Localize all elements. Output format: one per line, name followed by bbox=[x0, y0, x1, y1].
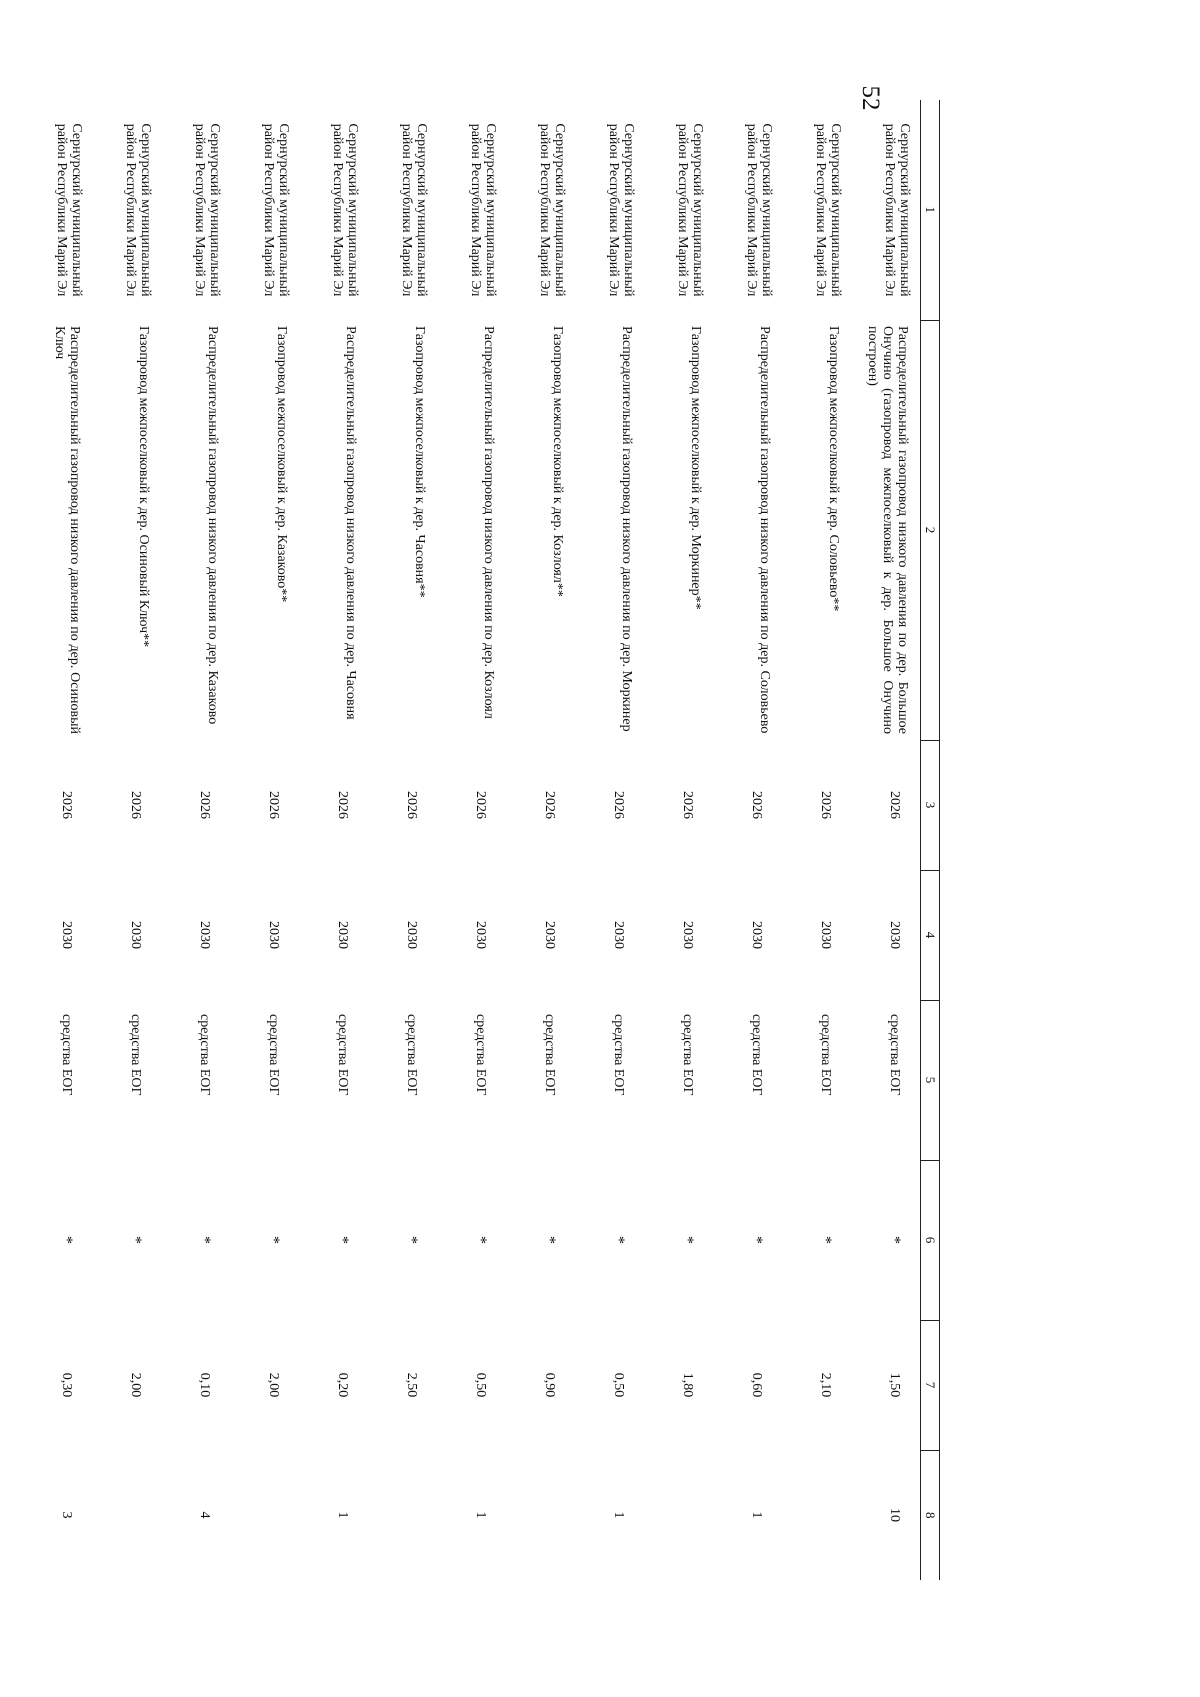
length-cell: 1,50 bbox=[887, 1372, 902, 1398]
object-name-cell: Газопровод межпоселковый к дер. Казаково** bbox=[274, 326, 289, 603]
funding-source-cell: средства ЕОГ bbox=[749, 1014, 764, 1096]
column-number-header-row bbox=[921, 100, 940, 1580]
count-cell: 1 bbox=[335, 1511, 350, 1519]
district-cell: Сернурский муниципальный район Республики Марий Эл bbox=[744, 123, 774, 297]
end-year-cell: 2030 bbox=[59, 921, 74, 949]
district-cell: Сернурский муниципальный район Республики Марий Эл bbox=[54, 123, 84, 297]
count-cell: 4 bbox=[197, 1511, 212, 1519]
column-header-7: 7 bbox=[921, 1320, 940, 1450]
district-cell: Сернурский муниципальный район Республики Марий Эл bbox=[675, 123, 705, 297]
funding-source-cell: средства ЕОГ bbox=[887, 1014, 902, 1096]
object-name-cell: Газопровод межпоселковый к дер. Осиновый Ключ** bbox=[136, 326, 151, 648]
count-cell bbox=[782, 1450, 851, 1580]
district-cell: Сернурский муниципальный район Республики Марий Эл bbox=[813, 123, 843, 297]
count-cell bbox=[506, 1450, 575, 1580]
end-year-cell: 2030 bbox=[473, 921, 488, 949]
mark-cell: * bbox=[472, 1236, 489, 1244]
funding-source-cell: средства ЕОГ bbox=[680, 1014, 695, 1096]
count-cell: 1 bbox=[473, 1511, 488, 1519]
district-cell: Сернурский муниципальный район Республики Марий Эл bbox=[399, 123, 429, 297]
length-cell: 0,60 bbox=[749, 1372, 764, 1398]
object-name-cell: Распределительный газопровод низкого давления по дер. Козлоял bbox=[481, 326, 496, 719]
start-year-cell: 2026 bbox=[404, 791, 419, 819]
length-cell: 0,20 bbox=[335, 1372, 350, 1398]
mark-cell: * bbox=[610, 1236, 627, 1244]
length-cell: 0,50 bbox=[473, 1372, 488, 1398]
funding-source-cell: средства ЕОГ bbox=[542, 1014, 557, 1096]
object-name-cell: Распределительный газопровод низкого давления по дер. Соловьево bbox=[757, 326, 772, 734]
table-row bbox=[851, 100, 921, 1580]
end-year-cell: 2030 bbox=[128, 921, 143, 949]
column-header-3: 3 bbox=[921, 740, 940, 870]
table-row bbox=[506, 100, 575, 1580]
gas-pipeline-table bbox=[23, 100, 940, 1580]
table-row bbox=[782, 100, 851, 1580]
table-row bbox=[575, 100, 644, 1580]
start-year-cell: 2026 bbox=[749, 791, 764, 819]
column-header-6: 6 bbox=[921, 1160, 940, 1320]
length-cell: 0,50 bbox=[611, 1372, 626, 1398]
length-cell: 1,80 bbox=[680, 1372, 695, 1398]
district-cell: Сернурский муниципальный район Республики Марий Эл bbox=[882, 123, 912, 297]
start-year-cell: 2026 bbox=[197, 791, 212, 819]
mark-cell: * bbox=[886, 1236, 903, 1244]
funding-source-cell: средства ЕОГ bbox=[611, 1014, 626, 1096]
length-cell: 0,10 bbox=[197, 1372, 212, 1398]
table-row bbox=[230, 100, 299, 1580]
start-year-cell: 2026 bbox=[473, 791, 488, 819]
district-cell: Сернурский муниципальный район Республики Марий Эл bbox=[537, 123, 567, 297]
district-cell: Сернурский муниципальный район Республики Марий Эл bbox=[261, 123, 291, 297]
table-row bbox=[161, 100, 230, 1580]
object-name-cell: Газопровод межпоселковый к дер. Часовня** bbox=[412, 326, 427, 598]
district-cell: Сернурский муниципальный район Республики Марий Эл bbox=[123, 123, 153, 297]
start-year-cell: 2026 bbox=[818, 791, 833, 819]
table-body bbox=[23, 100, 921, 1580]
funding-source-cell: средства ЕОГ bbox=[197, 1014, 212, 1096]
district-cell: Сернурский муниципальный район Республики Марий Эл bbox=[468, 123, 498, 297]
table-row bbox=[437, 100, 506, 1580]
rotated-table-container bbox=[52, 100, 940, 1522]
length-cell: 0,90 bbox=[542, 1372, 557, 1398]
funding-source-cell: средства ЕОГ bbox=[266, 1014, 281, 1096]
mark-cell: * bbox=[541, 1236, 558, 1244]
start-year-cell: 2026 bbox=[680, 791, 695, 819]
column-header-8: 8 bbox=[921, 1450, 940, 1580]
mark-cell: * bbox=[748, 1236, 765, 1244]
end-year-cell: 2030 bbox=[542, 921, 557, 949]
end-year-cell: 2030 bbox=[197, 921, 212, 949]
end-year-cell: 2030 bbox=[749, 921, 764, 949]
table-row bbox=[368, 100, 437, 1580]
start-year-cell: 2026 bbox=[128, 791, 143, 819]
end-year-cell: 2030 bbox=[266, 921, 281, 949]
end-year-cell: 2030 bbox=[335, 921, 350, 949]
table-row bbox=[23, 100, 92, 1580]
mark-cell: * bbox=[403, 1236, 420, 1244]
length-cell: 2,10 bbox=[818, 1372, 833, 1398]
count-cell: 1 bbox=[611, 1511, 626, 1519]
table-row bbox=[644, 100, 713, 1580]
funding-source-cell: средства ЕОГ bbox=[473, 1014, 488, 1096]
length-cell: 2,00 bbox=[128, 1372, 143, 1398]
funding-source-cell: средства ЕОГ bbox=[59, 1014, 74, 1096]
end-year-cell: 2030 bbox=[404, 921, 419, 949]
mark-cell: * bbox=[334, 1236, 351, 1244]
object-name-cell: Распределительный газопровод низкого давления по дер. Моркинер bbox=[619, 326, 634, 732]
object-name-cell: Распределительный газопровод низкого давления по дер. Часовня bbox=[343, 326, 358, 720]
length-cell: 0,30 bbox=[59, 1372, 74, 1398]
start-year-cell: 2026 bbox=[887, 791, 902, 819]
funding-source-cell: средства ЕОГ bbox=[128, 1014, 143, 1096]
mark-cell: * bbox=[196, 1236, 213, 1244]
start-year-cell: 2026 bbox=[611, 791, 626, 819]
district-cell: Сернурский муниципальный район Республики Марий Эл bbox=[330, 123, 360, 297]
object-name-cell: Распределительный газопровод низкого давления по дер. Осиновый Ключ bbox=[52, 326, 82, 734]
column-header-5: 5 bbox=[921, 1000, 940, 1160]
mark-cell: * bbox=[58, 1236, 75, 1244]
start-year-cell: 2026 bbox=[335, 791, 350, 819]
length-cell: 2,50 bbox=[404, 1372, 419, 1398]
mark-cell: * bbox=[127, 1236, 144, 1244]
mark-cell: * bbox=[679, 1236, 696, 1244]
page-number: 52 bbox=[857, 85, 884, 111]
mark-cell: * bbox=[817, 1236, 834, 1244]
count-cell bbox=[644, 1450, 713, 1580]
district-cell: Сернурский муниципальный район Республики Марий Эл bbox=[192, 123, 222, 297]
table-row bbox=[713, 100, 782, 1580]
table-row bbox=[92, 100, 161, 1580]
start-year-cell: 2026 bbox=[542, 791, 557, 819]
funding-source-cell: средства ЕОГ bbox=[404, 1014, 419, 1096]
end-year-cell: 2030 bbox=[818, 921, 833, 949]
column-header-1: 1 bbox=[921, 100, 940, 320]
district-cell: Сернурский муниципальный район Республики Марий Эл bbox=[606, 123, 636, 297]
end-year-cell: 2030 bbox=[611, 921, 626, 949]
count-cell bbox=[230, 1450, 299, 1580]
object-name-cell: Распределительный газопровод низкого давления по дер. Казаково bbox=[205, 326, 220, 725]
object-name-cell: Распределительный газопровод низкого давления по дер. Большое Онучино (газопровод межпоселковый к дер. Большое Онучино построен) bbox=[865, 326, 910, 734]
mark-cell: * bbox=[265, 1236, 282, 1244]
count-cell: 3 bbox=[59, 1511, 74, 1519]
object-name-cell: Газопровод межпоселковый к дер. Соловьево** bbox=[826, 326, 841, 612]
table-row bbox=[299, 100, 368, 1580]
object-name-cell: Газопровод межпоселковый к дер. Козлоял** bbox=[550, 326, 565, 597]
count-cell bbox=[368, 1450, 437, 1580]
object-name-cell: Газопровод межпоселковый к дер. Моркинер** bbox=[688, 326, 703, 610]
start-year-cell: 2026 bbox=[59, 791, 74, 819]
end-year-cell: 2030 bbox=[887, 921, 902, 949]
count-cell: 10 bbox=[887, 1508, 902, 1522]
count-cell: 1 bbox=[749, 1511, 764, 1519]
start-year-cell: 2026 bbox=[266, 791, 281, 819]
length-cell: 2,00 bbox=[266, 1372, 281, 1398]
column-header-2: 2 bbox=[921, 320, 940, 740]
funding-source-cell: средства ЕОГ bbox=[818, 1014, 833, 1096]
count-cell bbox=[92, 1450, 161, 1580]
end-year-cell: 2030 bbox=[680, 921, 695, 949]
funding-source-cell: средства ЕОГ bbox=[335, 1014, 350, 1096]
column-header-4: 4 bbox=[921, 870, 940, 1000]
